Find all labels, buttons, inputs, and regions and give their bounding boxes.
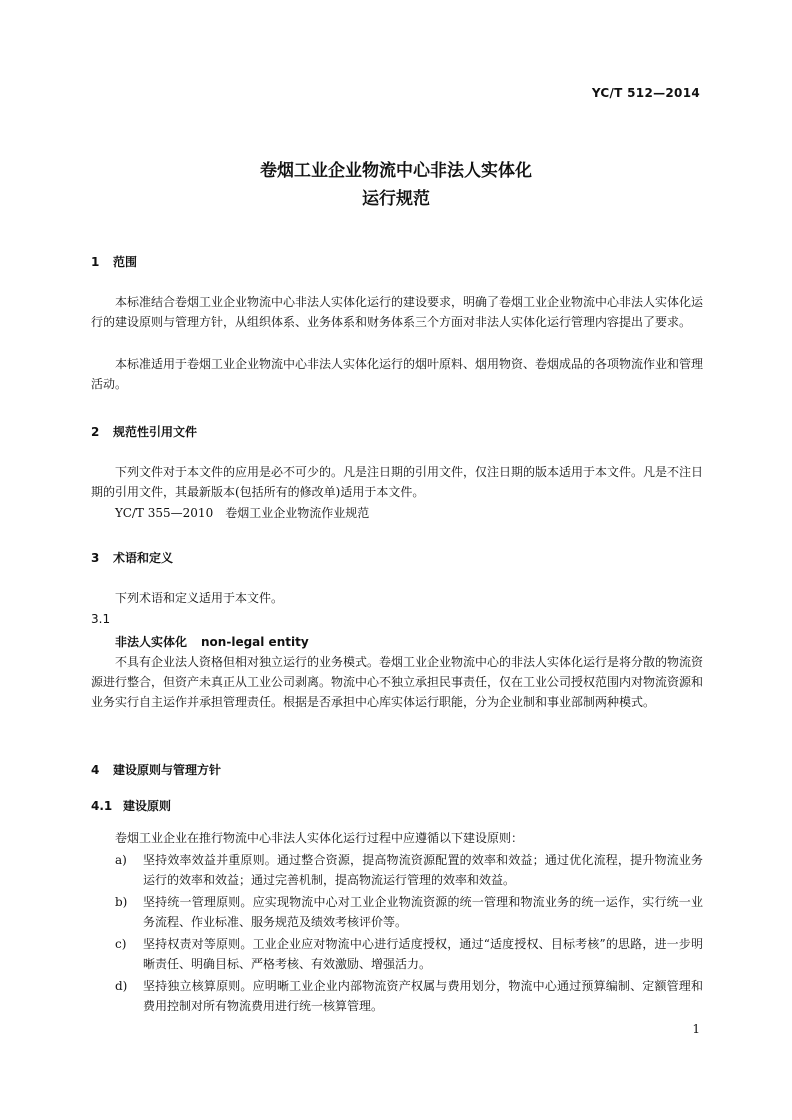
section-heading-normative-references: [91, 423, 197, 440]
list-item: [115, 976, 703, 1016]
list-marker: a): [115, 853, 127, 867]
section-title: 建设原则与管理方针: [113, 763, 222, 777]
references-paragraph: 下列文件对于本文件的应用是必不可少的。凡是注日期的引用文件，仅注日期的版本适用于本文件。凡是不注日期的引用文件，其最新版本(包括所有的修改单)适用于本文件。: [91, 465, 704, 499]
standard-code: YC/T 512—2014: [591, 86, 700, 100]
section-number: 4: [91, 763, 100, 777]
list-marker: d): [115, 979, 128, 993]
subsection-title: 建设原则: [123, 799, 172, 813]
document-title-line1: 卷烟工业企业物流中心非法人实体化: [260, 161, 532, 181]
reference-entry: YC/T 355—2010 卷烟工业企业物流作业规范: [115, 506, 370, 520]
section-title: 范围: [113, 255, 138, 269]
term-chinese: 非法人实体化: [115, 635, 188, 649]
scope-paragraph-1: 本标准结合卷烟工业企业物流中心非法人实体化运行的建设要求，明确了卷烟工业企业物流中心非法人实体化运行的建设原则与管理方针，从组织体系、业务体系和财务体系三个方面对非法人实体化运行管理内容提出了要求。: [91, 295, 704, 329]
section-number: 2: [91, 425, 100, 439]
term-definition: 不具有企业法人资格但相对独立运行的业务模式。卷烟工业企业物流中心的非法人实体化运行是将分散的物流资源进行整合，但资产未真正从工业公司剥离。物流中心不独立承担民事责任，仅在工业公司授权范围内对物流资源和业务实行自主运作并承担管理责任。根据是否承担中心库实体运行职能，分为企业制和事业部制两种模式。: [91, 655, 704, 709]
term-entry: [115, 633, 309, 650]
document-title-line2: 运行规范: [362, 189, 430, 209]
section-heading-scope: [91, 253, 137, 270]
list-text: 坚持效率效益并重原则。通过整合资源，提高物流资源配置的效率和效益；通过优化流程，提升物流业务运行的效率和效益；通过完善机制，提高物流运行管理的效率和效益。: [143, 853, 703, 887]
list-item: [115, 892, 703, 932]
list-marker: b): [115, 895, 128, 909]
section-title: 规范性引用文件: [113, 425, 198, 439]
section-title: 术语和定义: [113, 551, 174, 565]
term-english: non-legal entity: [201, 635, 309, 649]
subsection-number: 4.1: [91, 799, 113, 813]
section-number: 1: [91, 255, 100, 269]
terms-intro: 下列术语和定义适用于本文件。: [115, 591, 284, 605]
list-item: [115, 934, 703, 974]
section-heading-principles: [91, 761, 221, 778]
list-item: [115, 850, 703, 890]
list-text: 坚持权责对等原则。工业企业应对物流中心进行适度授权，通过“适度授权、目标考核”的思路，进一步明晰责任、明确目标、严格考核、有效激励、增强活力。: [143, 937, 703, 971]
list-text: 坚持统一管理原则。应实现物流中心对工业企业物流资源的统一管理和物流业务的统一运作，实行统一业务流程、作业标准、服务规范及绩效考核评价等。: [143, 895, 703, 929]
page-number: 1: [692, 1022, 700, 1036]
term-number: 3.1: [91, 612, 111, 626]
principles-intro: 卷烟工业企业在推行物流中心非法人实体化运行过程中应遵循以下建设原则：: [115, 831, 524, 845]
section-number: 3: [91, 551, 100, 565]
scope-paragraph-2: 本标准适用于卷烟工业企业物流中心非法人实体化运行的烟叶原料、烟用物资、卷烟成品的各项物流作业和管理活动。: [91, 357, 704, 391]
list-marker: c): [115, 937, 127, 951]
subsection-heading-construction-principles: [91, 797, 171, 814]
list-text: 坚持独立核算原则。应明晰工业企业内部物流资产权属与费用划分，物流中心通过预算编制、定额管理和费用控制对所有物流费用进行统一核算管理。: [143, 979, 703, 1013]
section-heading-terms: [91, 549, 173, 566]
